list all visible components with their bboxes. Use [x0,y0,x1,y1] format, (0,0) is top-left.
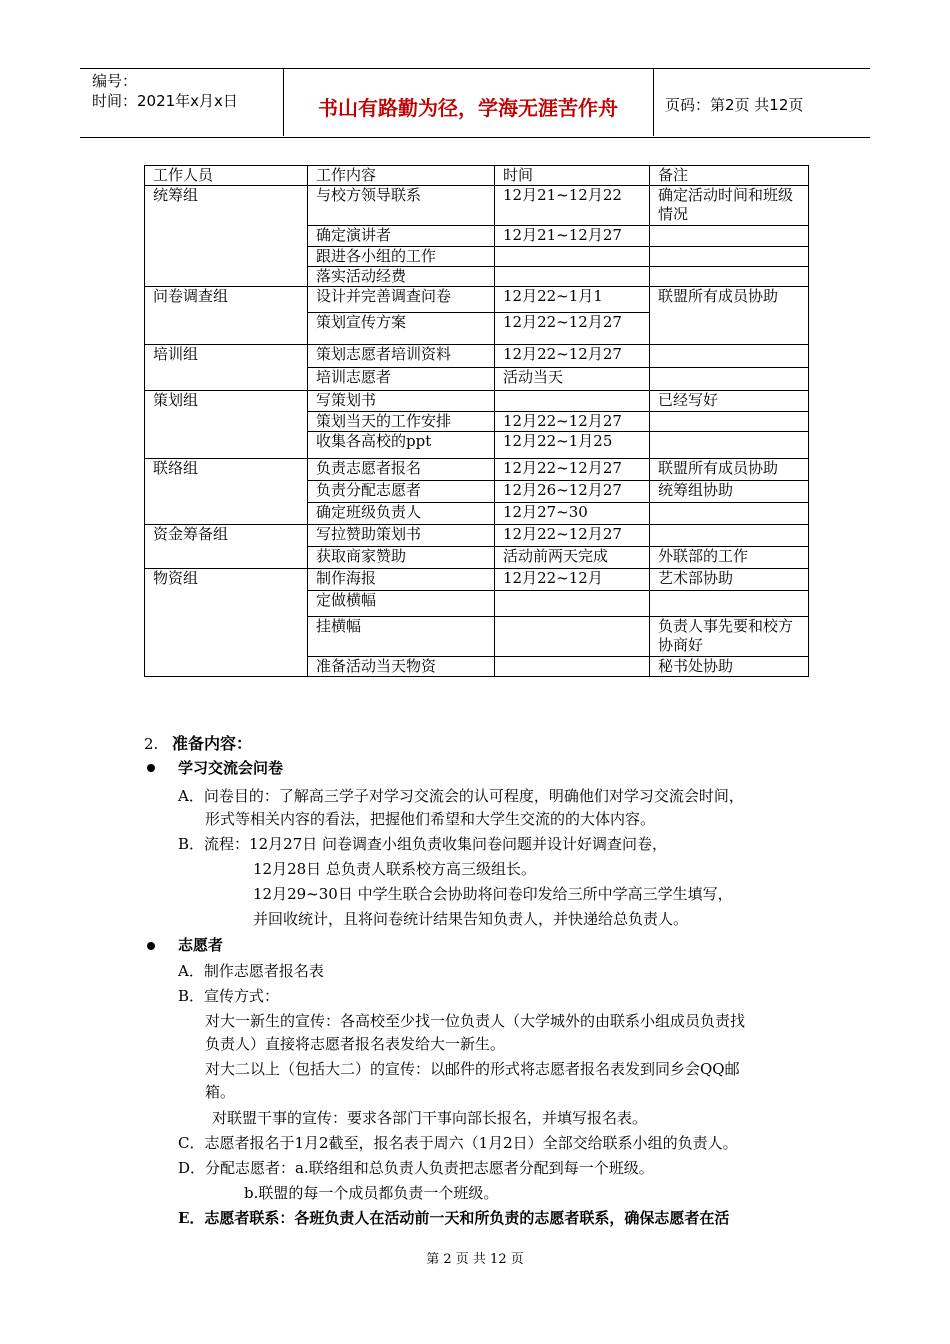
task-cell: 写拉赞助策划书 [308,525,495,547]
work-assignment-table [144,165,809,677]
time-cell: 12月22~12月 [495,569,650,591]
task-cell: 写策划书 [308,391,495,412]
table-header-row [145,166,809,186]
task-cell: 获取商家赞助 [308,547,495,569]
task-cell: 收集各高校的ppt [308,432,495,459]
time-cell [495,591,650,617]
time-cell: 12月22~12月27 [495,313,650,345]
table-header-cell: 时间 [495,166,650,186]
note-cell: 负责人事先要和校方协商好 [650,617,809,657]
task-cell: 确定演讲者 [308,226,495,247]
task-cell: 与校方领导联系 [308,186,495,226]
questionnaire-process-line2: 12月28日 总负责人联系校方高三级组长。 [253,860,536,878]
header-page-info: 页码：第2页 共12页 [665,96,804,114]
time-cell: 12月21~12月27 [495,226,650,247]
table-row [145,186,809,226]
volunteers-b-para1-line2: 负责人）直接将志愿者报名表发给大一新生。 [205,1035,506,1053]
note-cell [650,226,809,247]
page-footer: 第 2 页 共 12 页 [426,1252,524,1267]
note-cell [650,432,809,459]
group-name-cell: 问卷调查组 [145,287,308,345]
time-cell: 12月22~12月27 [495,459,650,481]
time-cell [495,391,650,412]
task-cell: 策划志愿者培训资料 [308,345,495,368]
volunteers-title: 志愿者 [178,936,224,954]
group-name-cell: 培训组 [145,345,308,391]
task-cell: 策划宣传方案 [308,313,495,345]
note-cell [650,247,809,267]
task-cell: 负责志愿者报名 [308,459,495,481]
time-cell: 12月22~12月27 [495,345,650,368]
group-name-cell: 策划组 [145,391,308,459]
time-cell [495,617,650,657]
time-cell [495,657,650,677]
section-title: 准备内容： [172,734,253,753]
table-row [145,287,809,313]
volunteers-item-a: A．制作志愿者报名表 [178,962,324,980]
note-cell: 联盟所有成员协助 [650,287,809,345]
note-cell: 外联部的工作 [650,547,809,569]
questionnaire-process-line4: 并回收统计，且将问卷统计结果告知负责人，并快递给总负责人。 [253,910,689,928]
questionnaire-purpose-line1: A．问卷目的：了解高三学子对学习交流会的认可程度，明确他们对学习交流会时间， [178,787,744,805]
questionnaire-purpose-line2: 形式等相关内容的看法，把握他们希望和大学生交流的的大体内容。 [205,810,656,828]
group-name-cell: 联络组 [145,459,308,525]
time-cell: 12月22~12月27 [495,525,650,547]
volunteers-b-para2-line1: 对大二以上（包括大二）的宣传：以邮件的形式将志愿者报名表发到同乡会QQ邮 [205,1060,740,1078]
volunteers-item-b: B．宣传方式： [178,987,280,1005]
time-cell [495,267,650,287]
header-motto: 书山有路勤为径，学海无涯苦作舟 [318,96,618,120]
task-cell: 确定班级负责人 [308,503,495,525]
volunteers-b-para2-line2: 箱。 [205,1083,236,1101]
bullet-icon [147,764,155,772]
time-cell: 活动当天 [495,368,650,391]
questionnaire-title: 学习交流会问卷 [178,759,284,777]
volunteers-b-para3: 对联盟干事的宣传：要求各部门干事向部长报名，并填写报名表。 [212,1109,648,1127]
note-cell [650,503,809,525]
note-cell: 统筹组协助 [650,481,809,503]
note-cell: 联盟所有成员协助 [650,459,809,481]
questionnaire-process-line3: 12月29~30日 中学生联合会协助将问卷印发给三所中学高三学生填写， [253,885,733,903]
serial-number-label: 编号： [92,72,138,90]
note-cell: 秘书处协助 [650,657,809,677]
volunteers-item-d-line2: b.联盟的每一个成员都负责一个班级。 [244,1184,499,1202]
note-cell [650,368,809,391]
task-cell: 负责分配志愿者 [308,481,495,503]
time-cell: 活动前两天完成 [495,547,650,569]
table-row [145,391,809,412]
note-cell: 艺术部协助 [650,569,809,591]
table-header-cell: 备注 [650,166,809,186]
time-cell [495,247,650,267]
task-cell: 定做横幅 [308,591,495,617]
time-cell: 12月21~12月22 [495,186,650,226]
volunteers-b-para1-line1: 对大一新生的宣传：各高校至少找一位负责人（大学城外的由联系小组成员负责找 [205,1012,746,1030]
table-row [145,459,809,481]
time-cell: 12月22~12月27 [495,412,650,432]
time-cell: 12月27~30 [495,503,650,525]
volunteers-item-c: C．志愿者报名于1月2截至，报名表于周六（1月2日）全部交给联系小组的负责人。 [178,1134,738,1152]
note-cell: 确定活动时间和班级情况 [650,186,809,226]
task-cell: 跟进各小组的工作 [308,247,495,267]
table-row [145,569,809,591]
table-row [145,525,809,547]
task-cell: 策划当天的工作安排 [308,412,495,432]
note-cell [650,267,809,287]
note-cell [650,412,809,432]
time-cell: 12月26~12月27 [495,481,650,503]
bullet-icon [147,942,155,950]
questionnaire-process-line1: B．流程：12月27日 问卷调查小组负责收集问卷问题并设计好调查问卷， [178,835,667,853]
table-header-cell: 工作内容 [308,166,495,186]
time-cell: 12月22~1月1 [495,287,650,313]
table-header-cell: 工作人员 [145,166,308,186]
note-cell [650,525,809,547]
date-label: 时间：2021年x月x日 [92,92,238,110]
group-name-cell: 物资组 [145,569,308,677]
volunteers-item-d-line1: D．分配志愿者：a.联络组和总负责人负责把志愿者分配到每一个班级。 [178,1159,654,1177]
note-cell: 已经写好 [650,391,809,412]
task-cell: 落实活动经费 [308,267,495,287]
task-cell: 准备活动当天物资 [308,657,495,677]
task-cell: 设计并完善调查问卷 [308,287,495,313]
group-name-cell: 资金筹备组 [145,525,308,569]
task-cell: 培训志愿者 [308,368,495,391]
volunteers-item-e: E．志愿者联系：各班负责人在活动前一天和所负责的志愿者联系，确保志愿者在活 [178,1209,730,1227]
task-cell: 挂横幅 [308,617,495,657]
table-row [145,345,809,368]
time-cell: 12月22~1月25 [495,432,650,459]
group-name-cell: 统筹组 [145,186,308,287]
section-number: 2. [144,735,159,753]
note-cell [650,591,809,617]
task-cell: 制作海报 [308,569,495,591]
note-cell [650,345,809,368]
